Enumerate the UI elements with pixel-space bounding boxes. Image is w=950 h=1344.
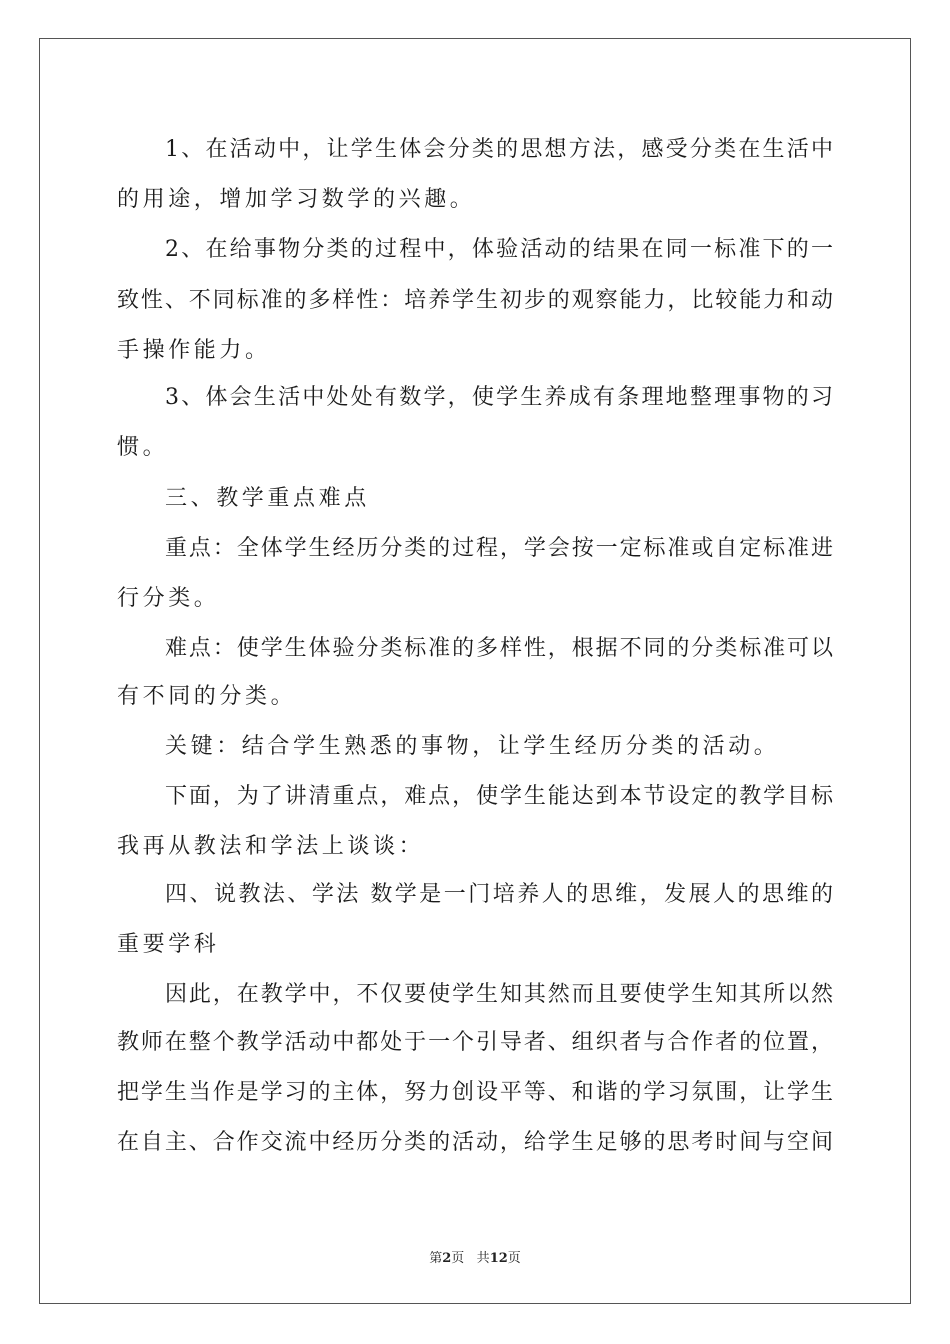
page-prefix: 第: [429, 1251, 443, 1266]
text-line: 有不同的分类。: [117, 684, 297, 709]
text-line: 下面，为了讲清重点，难点，使学生能达到本节设定的教学目标: [165, 784, 833, 809]
text-line: 教师在整个教学活动中都处于一个引导者、组织者与合作者的位置，: [117, 1030, 833, 1055]
text-line: 1、在活动中，让学生体会分类的思想方法，感受分类在生活中: [165, 137, 833, 162]
text-line: 重点：全体学生经历分类的过程，学会按一定标准或自定标准进: [165, 536, 833, 561]
text-line: 把学生当作是学习的主体，努力创设平等、和谐的学习氛围，让学生: [117, 1080, 833, 1105]
text-line: 3、体会生活中处处有数学，使学生养成有条理地整理事物的习: [165, 385, 833, 410]
page-footer: [0, 1247, 950, 1266]
page-frame: [39, 38, 911, 1304]
text-line: 在自主、合作交流中经历分类的活动，给学生足够的思考时间与空间: [117, 1130, 833, 1155]
text-line: 我再从教法和学法上谈谈：: [117, 834, 425, 859]
page-number: 2: [442, 1251, 452, 1266]
text-line: 惯。: [117, 435, 169, 460]
text-line: 的用途，增加学习数学的兴趣。: [117, 187, 476, 212]
total-prefix: 共: [476, 1251, 490, 1266]
text-line: 难点：使学生体验分类标准的多样性，根据不同的分类标准可以: [165, 636, 833, 661]
page-total: 12: [489, 1251, 508, 1266]
text-line: 致性、不同标准的多样性：培养学生初步的观察能力，比较能力和动: [117, 288, 833, 313]
text-line: 因此，在教学中，不仅要使学生知其然而且要使学生知其所以然: [165, 982, 833, 1007]
text-line: 四、说教法、学法 数学是一门培养人的思维，发展人的思维的: [165, 882, 833, 907]
text-line: 行分类。: [117, 586, 220, 611]
text-line: 2、在给事物分类的过程中，体验活动的结果在同一标准下的一: [165, 237, 833, 262]
total-suffix: 页: [507, 1251, 521, 1266]
text-line: 重要学科: [117, 932, 220, 957]
text-line: 关键：结合学生熟悉的事物，让学生经历分类的活动。: [165, 734, 780, 759]
page-suffix: 页: [451, 1251, 465, 1266]
text-line: 手操作能力。: [117, 338, 271, 363]
section-heading: 三、教学重点难点: [165, 486, 370, 511]
